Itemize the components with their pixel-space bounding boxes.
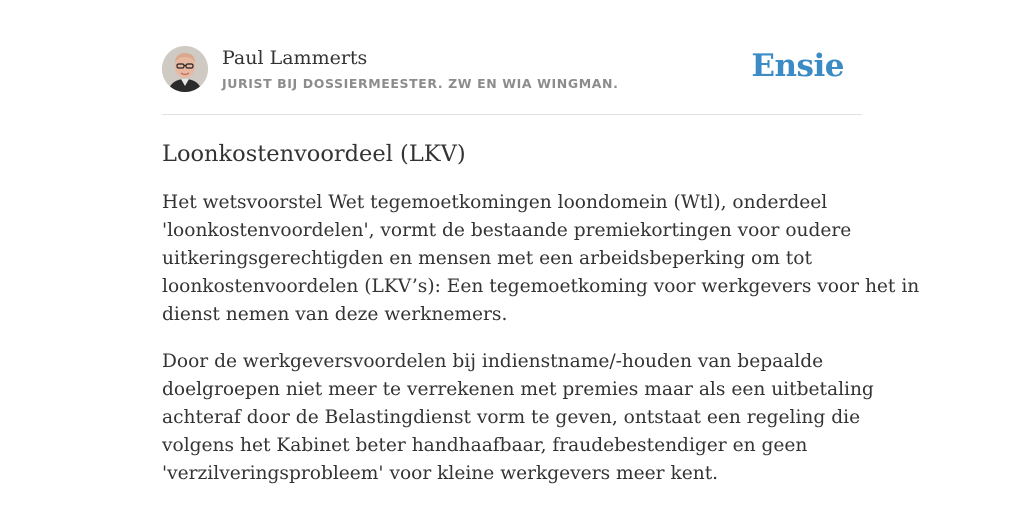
paragraph-line: 'loonkostenvoordelen', vormt de bestaande premiekortingen voor oudere [162, 220, 852, 241]
author-avatar[interactable] [162, 46, 208, 92]
paragraph-line: dienst nemen van deze werknemers. [162, 304, 508, 325]
ensie-logo[interactable]: Ensie [751, 48, 844, 84]
paragraph-line: 'verzilveringsprobleem' voor kleine werkgevers meer kent. [162, 463, 719, 484]
paragraph-line: Door de werkgeversvoordelen bij indienstname/-houden van bepaalde [162, 351, 824, 372]
paragraph-line: achteraf door de Belastingdienst vorm te geven, ontstaat een regeling die [162, 407, 861, 428]
article-card [162, 44, 920, 488]
article-title: Loonkostenvoordeel (LKV) [162, 141, 466, 167]
author-bio: JURIST BIJ DOSSIERMEESTER. ZW EN WIA WINGMAN. [222, 76, 619, 91]
paragraph-line: Het wetsvoorstel Wet tegemoetkomingen loondomein (Wtl), onderdeel [162, 192, 828, 213]
author-header [162, 44, 862, 115]
author-name[interactable]: Paul Lammerts [222, 47, 368, 69]
paragraph-line: loonkostenvoordelen (LKV’s): Een tegemoetkoming voor werkgevers voor het in [162, 276, 920, 297]
paragraph-line: doelgroepen niet meer te verrekenen met premies maar als een uitbetaling [162, 379, 874, 400]
article-paragraph-2 [162, 348, 874, 488]
article-paragraph-1 [162, 189, 920, 329]
paragraph-line: volgens het Kabinet beter handhaafbaar, fraudebestendiger en geen [162, 435, 808, 456]
paragraph-line: uitkeringsgerechtigden en mensen met een arbeidsbeperking om tot [162, 248, 812, 269]
avatar-portrait-icon [162, 46, 208, 92]
